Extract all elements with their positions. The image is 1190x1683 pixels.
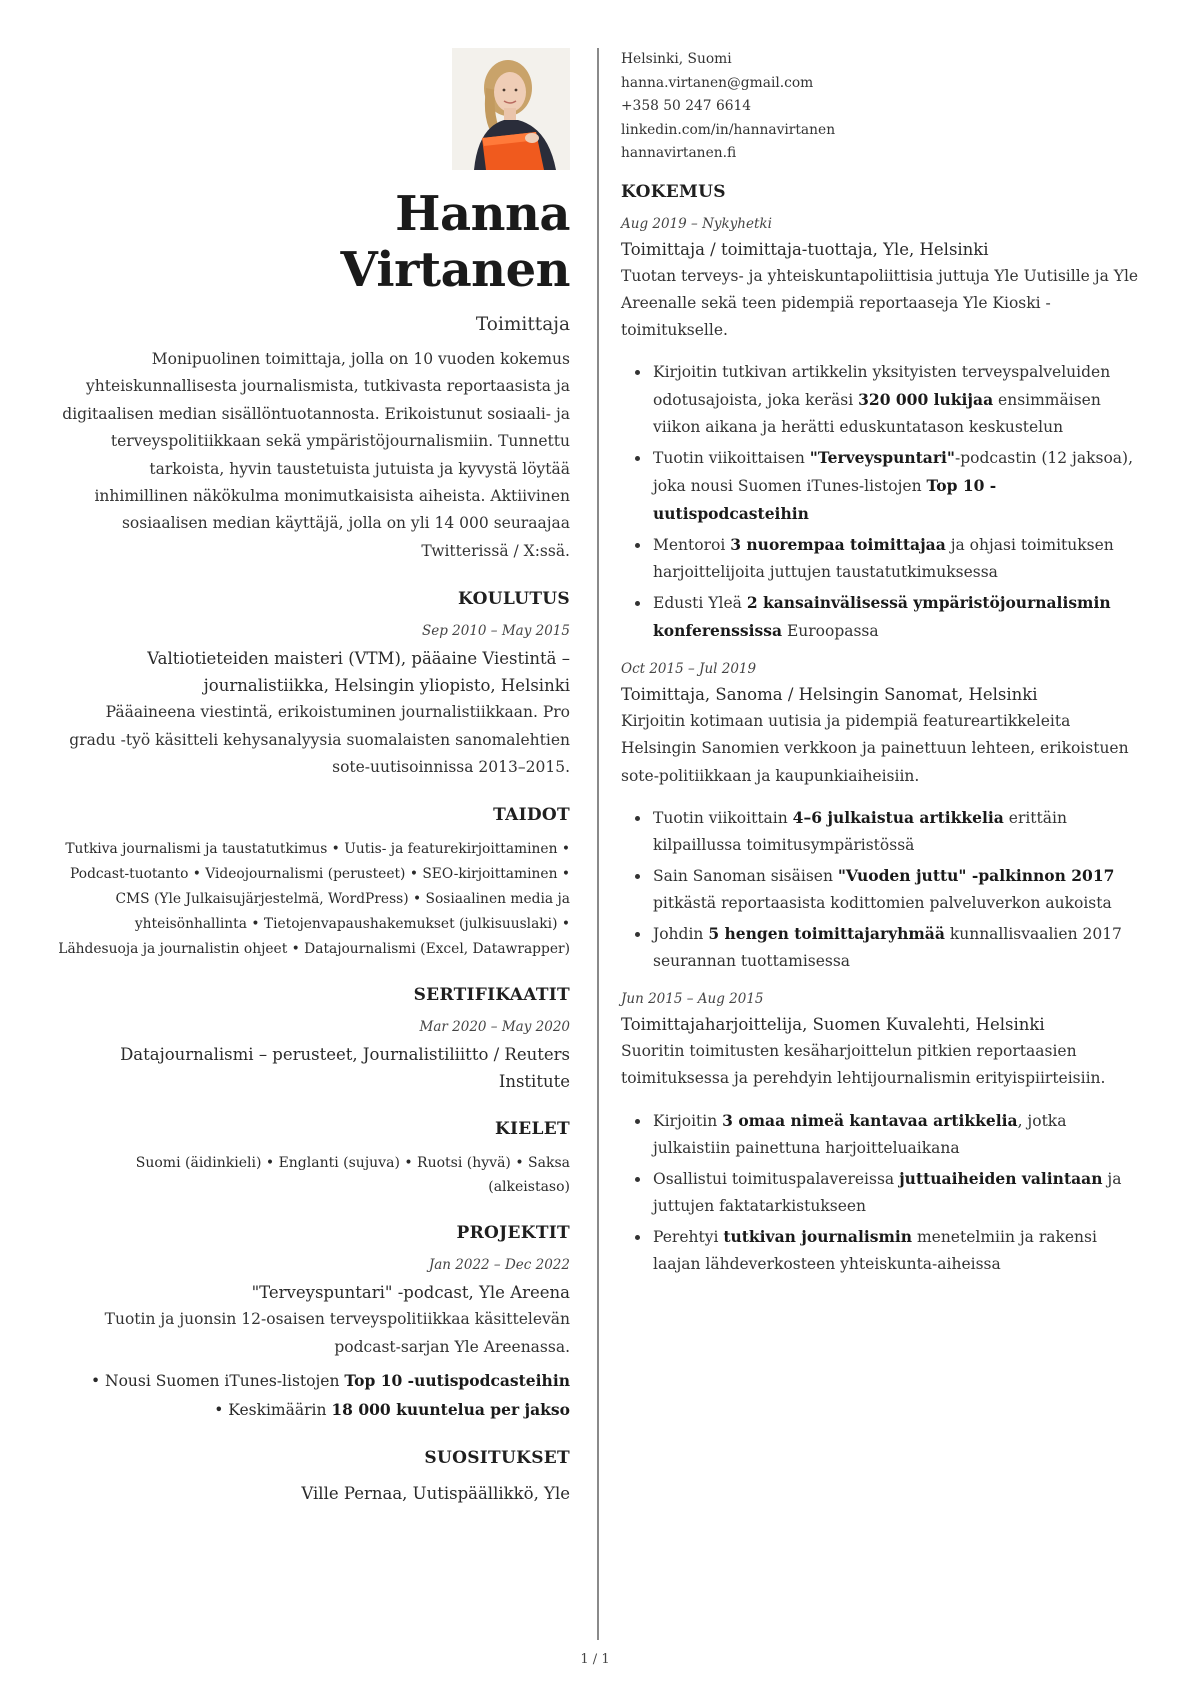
project-bullet [56,1367,570,1396]
right-column [621,48,1141,1292]
job-description: Kirjoitin kotimaan uutisia ja pidempiä featureartikkeleita Helsingin Sanomien verkkoon ja painettuun lehteen, erikoistuen sote-politiikkaan ja kaupunkiaiheisiin. [621,711,1129,785]
certification-date: Mar 2020 – May 2020 [419,1019,570,1036]
education-date: Sep 2010 – May 2015 [421,623,570,640]
job-bullets [621,804,1141,975]
reference-entry: Ville Pernaa, Uutispäällikkö, Yle [301,1484,570,1504]
job-bullet: • Mentoroi 3 nuorempaa toimittajaa ja ohjasi toimituksen harjoittelijoita juttujen taustatutkimuksessa [651,531,1141,586]
project-description: Tuotin ja juonsin 12-osaisen terveyspolitiikkaa käsittelevän podcast-sarjan Yle Areenassa. [104,1310,570,1356]
contact-email[interactable]: hanna.virtanen@gmail.com [621,74,814,91]
left-column [56,48,570,1507]
job-bullet: • Osallistui toimituspalavereissa juttuaiheiden valintaan ja juttujen faktatarkistukseen [651,1165,1141,1220]
section-heading-references: SUOSITUKSET [424,1448,570,1469]
candidate-name [56,186,570,298]
education-title: Valtiotieteiden maisteri (VTM), pääaine Viestintä – journalistiikka, Helsingin yliopisto, Helsinki [147,649,570,696]
project-title: "Terveyspuntari" -podcast, Yle Areena [251,1283,570,1303]
job-date: Jun 2015 – Aug 2015 [621,990,764,1007]
job-bullets [621,1107,1141,1278]
job-description: Suoritin toimitusten kesäharjoittelun pitkien reportaasien toimituksessa ja perehdyin lehtijournalismin erityispiirteisiin. [621,1041,1106,1088]
job-bullet: • Tuotin viikoittain 4–6 julkaistua artikkelia erittäin kilpaillussa toimitusympäristössä [651,804,1141,859]
job-bullet: • Kirjoitin tutkivan artikkelin yksityisten terveyspalveluiden odotusajoista, joka keräsi 320 000 lukijaa ensimmäisen viikon aikana ja herätti eduskuntatason keskustelun [651,359,1141,441]
experience-entry [621,989,1141,1278]
experience-entry [621,659,1141,975]
section-heading-experience: KOKEMUS [621,181,726,202]
contact-linkedin[interactable]: linkedin.com/in/hannavirtanen [621,121,836,138]
bullet-text: • Nousi Suomen iTunes-listojen [90,1372,345,1391]
section-heading-skills: TAIDOT [493,805,570,826]
job-bullet: • Tuotin viikoittaisen "Terveyspuntari"-podcastin (12 jaksoa), joka nousi Suomen iTunes-listojen Top 10 -uutispodcasteihin [651,444,1141,528]
column-divider [597,48,599,1640]
job-date: Oct 2015 – Jul 2019 [621,660,757,677]
job-description: Tuotan terveys- ja yhteiskuntapoliittisia juttuja Yle Uutisille ja Yle Areenalle sekä teen pidempiä reportaaseja Yle Kioski -toimitukselle. [621,266,1139,340]
page-number: 1 / 1 [580,1652,610,1667]
bullet-text: • Keskimäärin [214,1400,332,1419]
section-heading-education: KOULUTUS [458,589,570,610]
education-description: Pääaineena viestintä, erikoistuminen journalistiikkaan. Pro gradu -työ käsitteli kehysanalyysia suomalaisten sanomalehtien sote-uutisoinnissa 2013–2015. [69,703,570,777]
contact-location: Helsinki, Suomi [621,51,732,67]
job-bullet: • Johdin 5 hengen toimittajaryhmää kunnallisvaalien 2017 seurannan tuottamisessa [651,920,1141,975]
job-position: Toimittaja / toimittaja-tuottaja, Yle, Helsinki [621,239,989,259]
job-position: Toimittajaharjoittelija, Suomen Kuvalehti, Helsinki [621,1014,1045,1034]
section-heading-projects: PROJEKTIT [456,1223,570,1244]
certification-title: Datajournalismi – perusteet, Journalistiliitto / Reuters Institute [120,1045,570,1092]
bullet-highlight: Top 10 -uutispodcasteihin [344,1371,570,1391]
contact-phone: +358 50 247 6614 [621,98,752,114]
profile-photo [452,48,570,170]
contact-website[interactable]: hannavirtanen.fi [621,145,737,161]
section-heading-certifications: SERTIFIKAATIT [413,985,570,1006]
job-title: Toimittaja [475,314,570,335]
project-date: Jan 2022 – Dec 2022 [428,1257,570,1274]
project-bullets [56,1367,570,1424]
project-bullet [56,1396,570,1425]
bullet-highlight: 18 000 kuuntelua per jakso [331,1399,570,1419]
job-bullet: • Edusti Yleä 2 kansainvälisessä ympäristöjournalismin konferenssissa Euroopassa [651,589,1141,645]
languages-list: Suomi (äidinkieli) • Englanti (sujuva) • Ruotsi (hyvä) • Saksa (alkeistaso) [135,1155,570,1196]
job-bullet: • Kirjoitin 3 omaa nimeä kantavaa artikkelia, jotka julkaistiin painettuna harjoitteluaikana [651,1107,1141,1162]
name-last: Virtanen [340,242,570,298]
name-first: Hanna [395,186,570,242]
job-bullets [621,359,1141,645]
experience-entry [621,214,1141,645]
job-bullet: • Sain Sanoman sisäisen "Vuoden juttu" -palkinnon 2017 pitkästä reportaasista kodittomien palveluverkon aukoista [651,862,1141,917]
job-bullet: • Perehtyi tutkivan journalismin menetelmiin ja rakensi laajan lähdeverkosteen yhteiskunta-aiheissa [651,1223,1141,1278]
section-heading-languages: KIELET [494,1119,570,1140]
job-date: Aug 2019 – Nykyhetki [621,215,772,232]
profile-summary: Monipuolinen toimittaja, jolla on 10 vuoden kokemus yhteiskunnallisesta journalismista, tutkivasta reportaasista ja digitaalisen median sisällöntuotannosta. Erikoistunut sosiaali- ja terveyspolitiikkaan sekä ympäristöjournalismiin. Tunnettu tarkoista, hyvin taustetuista jutuista ja kyvystä löytää inhimillinen näkökulma monimutkaisista aiheista. Aktiivinen sosiaalisen median käyttäjä, jolla on yli 14 000 seuraajaa Twitterissä / X:ssä. [62,350,570,560]
job-position: Toimittaja, Sanoma / Helsingin Sanomat, Helsinki [621,684,1038,704]
skills-list: Tutkiva journalismi ja taustatutkimus • Uutis- ja featurekirjoittaminen • Podcast-tuotanto • Videojournalismi (perusteet) • SEO-kirjoittaminen • CMS (Yle Julkaisujärjestelmä, WordPress) • Sosiaalinen media ja yhteisönhallinta • Tietojenvapaushakemukset (julkisuuslaki) • Lähdesuoja ja journalistin ohjeet • Datajournalismi (Excel, Datawrapper) [58,841,570,957]
